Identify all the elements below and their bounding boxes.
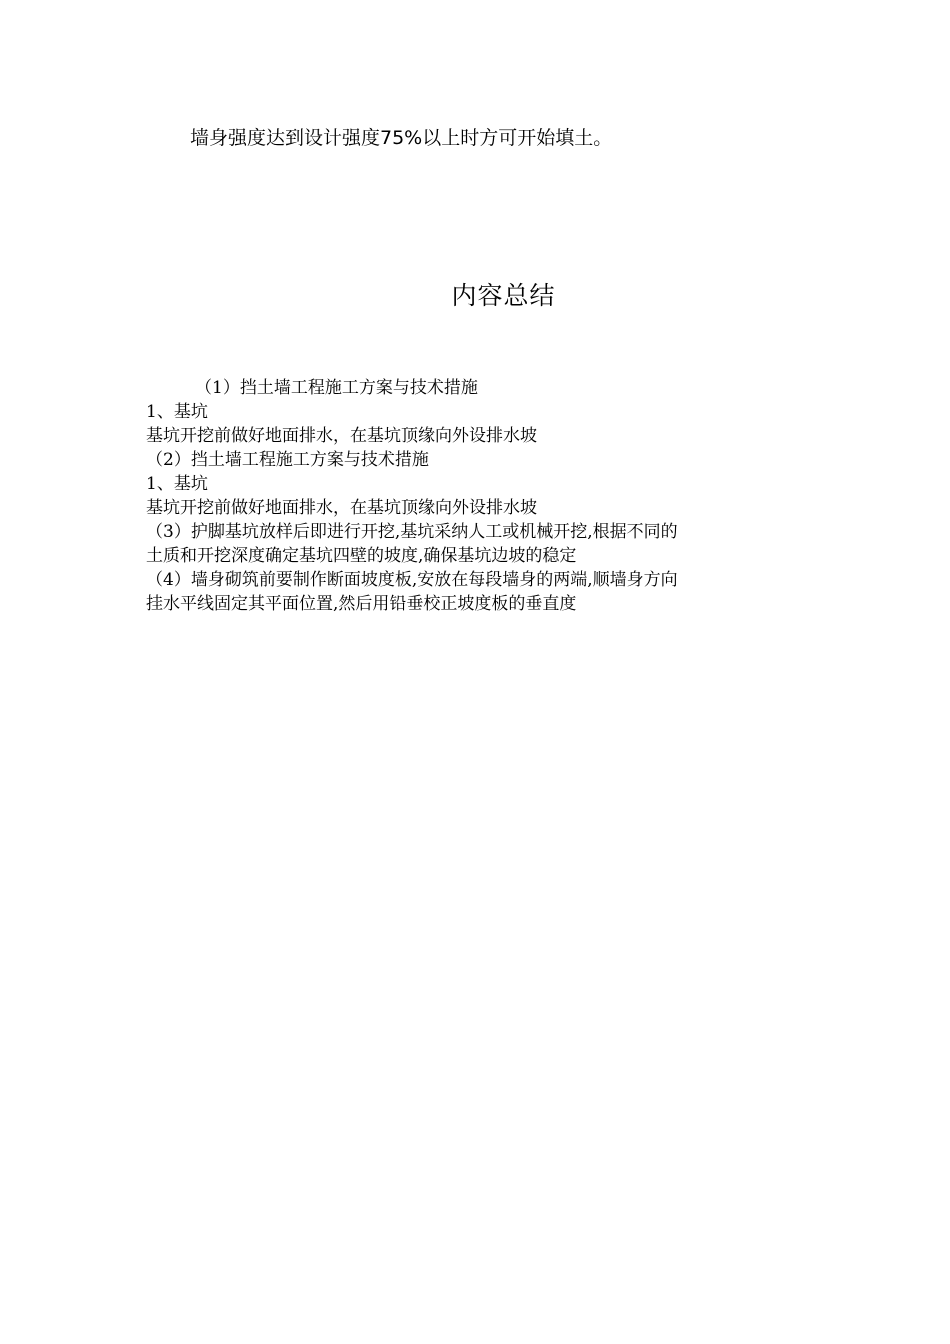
summary-line-5: 1、基坑 [146, 474, 208, 494]
summary-line-2: 1、基坑 [146, 402, 208, 422]
summary-line-7: （3）护脚基坑放样后即进行开挖,基坑采纳人工或机械开挖,根据不同的 [146, 522, 678, 542]
summary-line-3: 基坑开挖前做好地面排水，在基坑顶缘向外设排水坡 [146, 426, 537, 446]
summary-line-6: 基坑开挖前做好地面排水，在基坑顶缘向外设排水坡 [146, 498, 537, 518]
summary-line-1: （1）挡土墙工程施工方案与技术措施 [195, 378, 478, 398]
summary-line-4: （2）挡土墙工程施工方案与技术措施 [146, 450, 429, 470]
summary-body [146, 376, 806, 616]
summary-title: 内容总结 [451, 281, 556, 310]
summary-line-10: 挂水平线固定其平面位置,然后用铅垂校正坡度板的垂直度 [146, 594, 577, 614]
summary-line-8: 土质和开挖深度确定基坑四壁的坡度,确保基坑边坡的稳定 [146, 546, 577, 566]
intro-paragraph: 墙身强度达到设计强度75%以上时方可开始填土。 [190, 127, 613, 149]
summary-line-9: （4）墙身砌筑前要制作断面坡度板,安放在每段墙身的两端,顺墙身方向 [146, 570, 678, 590]
